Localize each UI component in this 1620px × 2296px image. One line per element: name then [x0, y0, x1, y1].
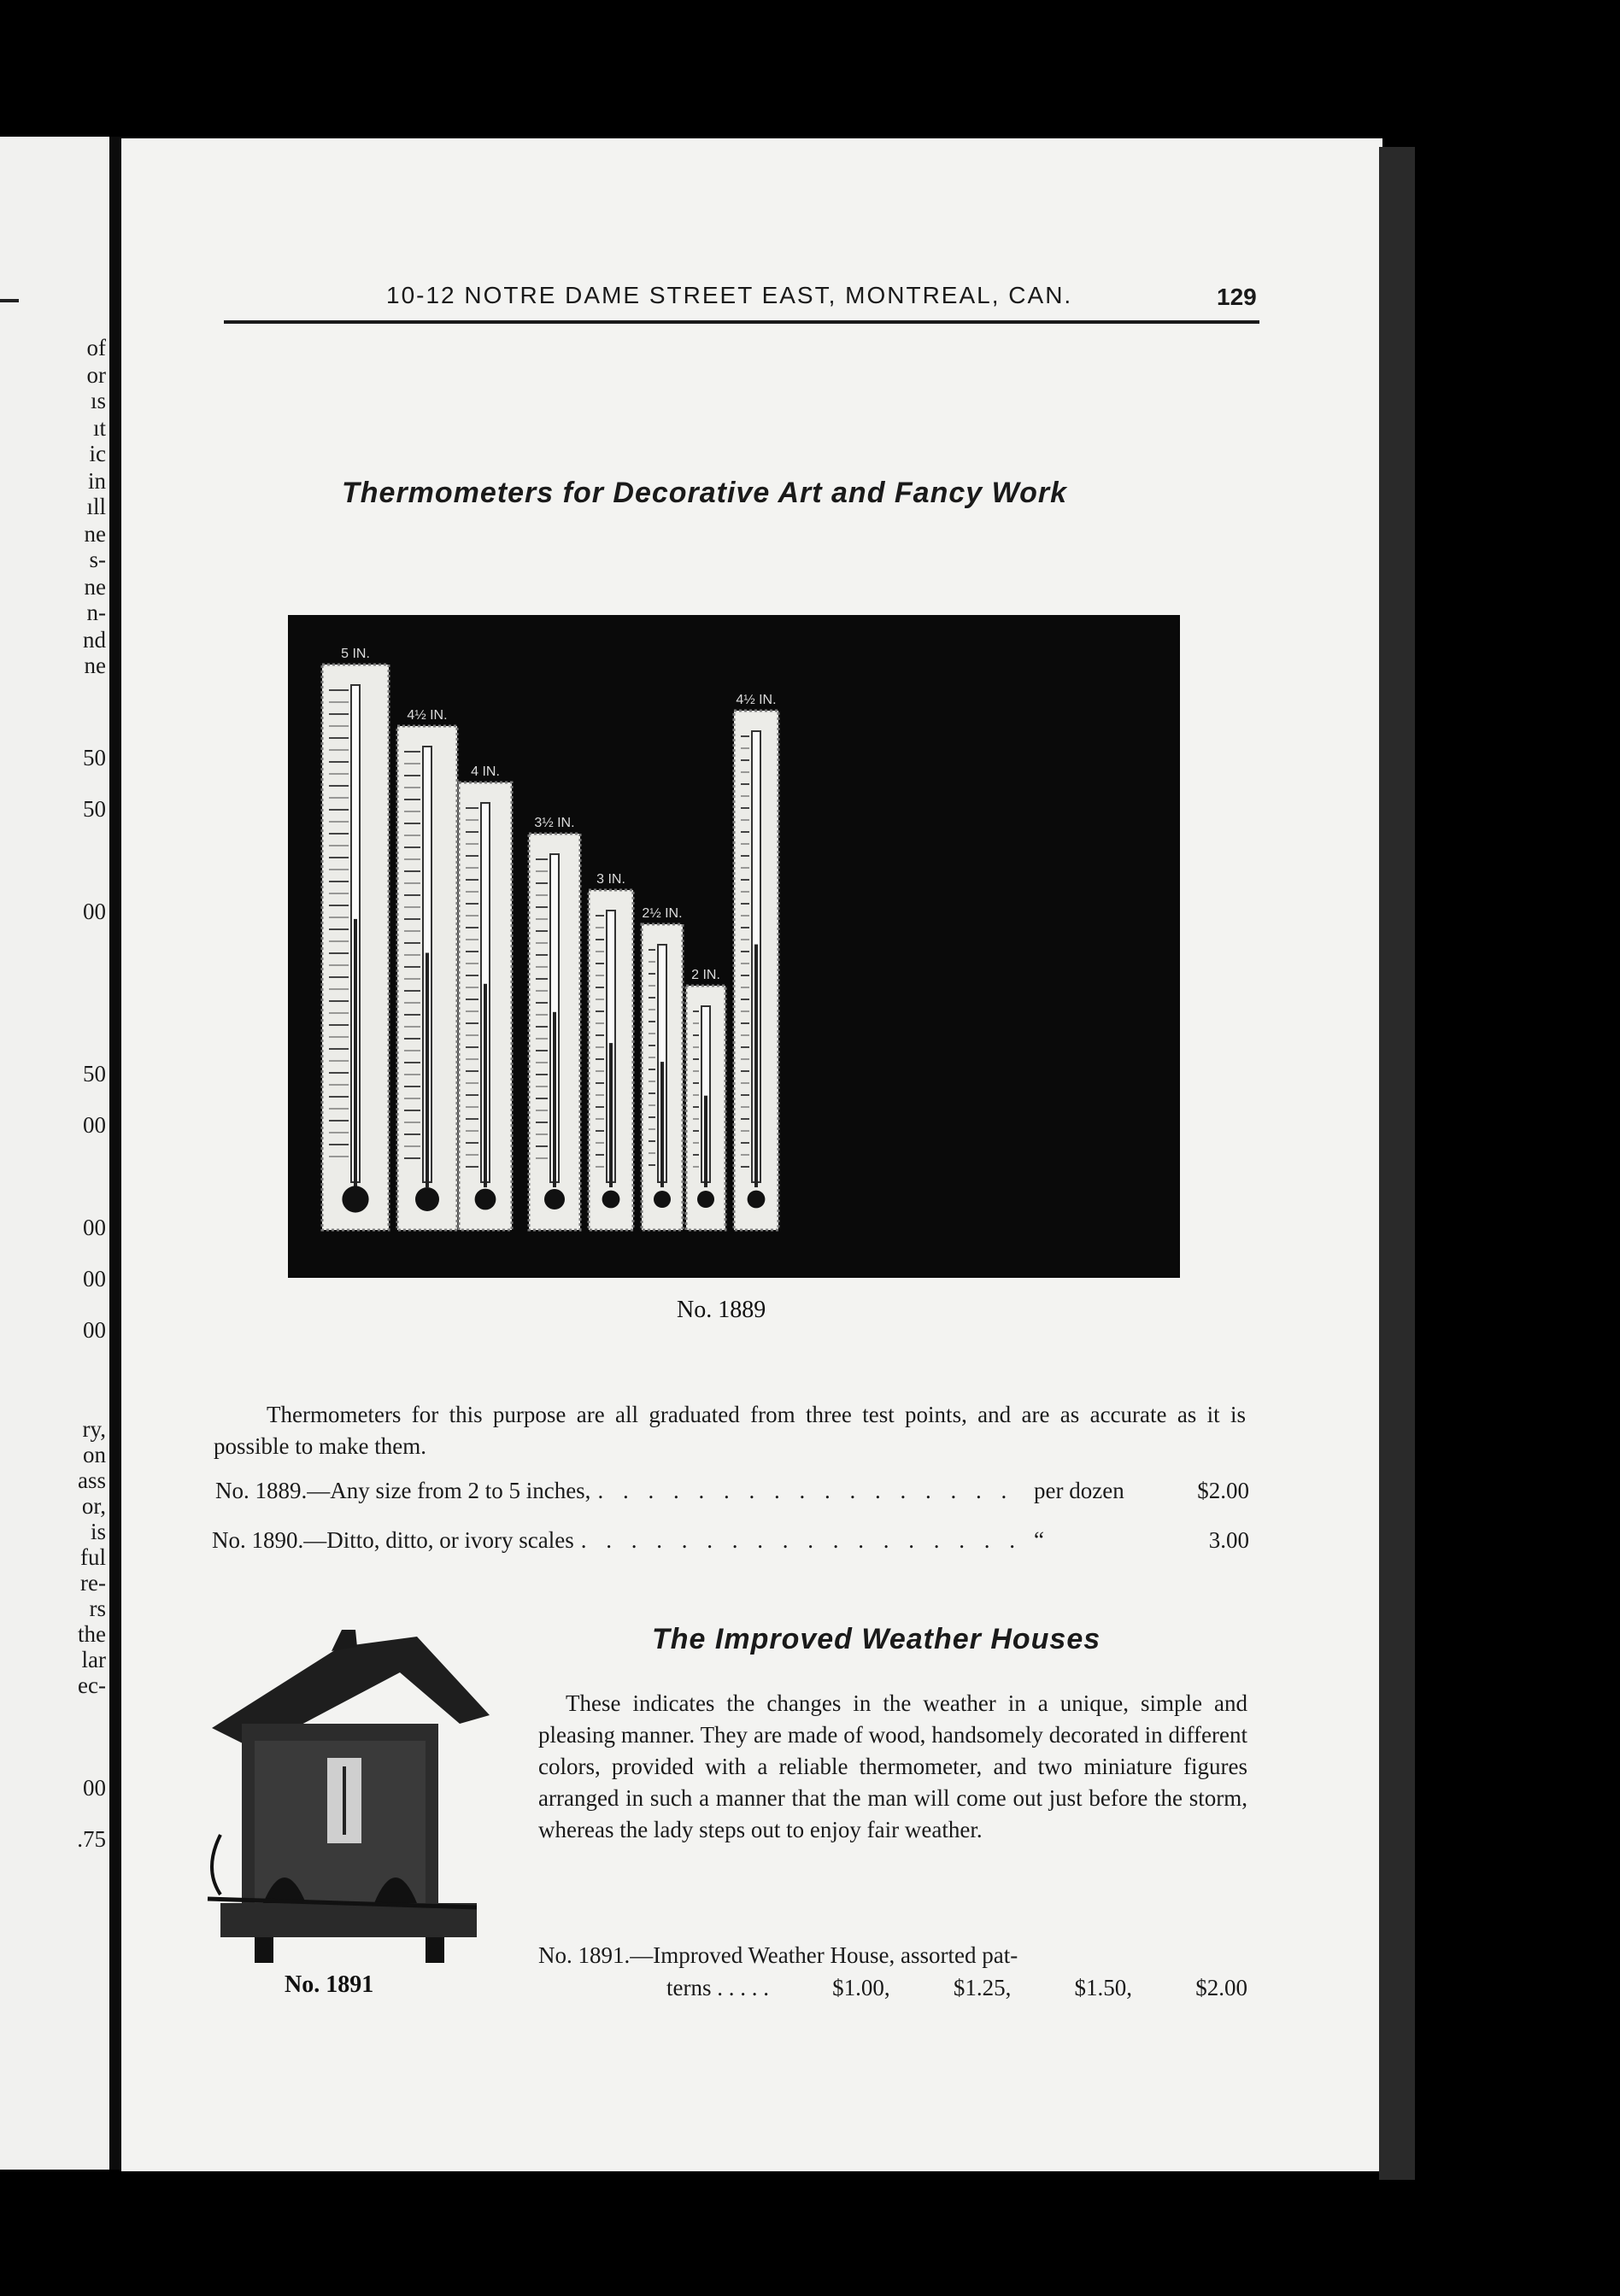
dot-leader	[581, 1527, 1018, 1554]
header-rule	[224, 320, 1259, 324]
thermometer-bulb	[475, 1189, 496, 1210]
thermometer-column	[426, 953, 429, 1188]
thermometer-bulb	[342, 1186, 368, 1212]
price-row-1890	[212, 1527, 1249, 1554]
left-page-fragment: the	[78, 1621, 106, 1647]
weather-paragraph: These indicates the changes in the weather in a unique, simple and pleasing manner. They are made of wood, handsomely decorated in different colors, provided with a reliable thermometer, and two miniature figures arranged in such a manner that the man will come out just before the storm, whereas the lady steps out to enjoy fair weather.	[538, 1690, 1247, 1842]
size-label: 4 IN.	[471, 764, 500, 779]
left-page-fragment: 00	[83, 1215, 106, 1240]
left-page-rule	[0, 299, 19, 302]
thermometers-photo	[288, 615, 1180, 1278]
left-page-fragment: n-	[86, 600, 106, 625]
left-page-fragment: 00	[83, 899, 106, 924]
item-line-1: No. 1891.—Improved Weather House, assorted pat-	[538, 1942, 1018, 1968]
item-description: No. 1889.—Any size from 2 to 5 inches,	[215, 1478, 591, 1503]
size-label: 2 IN.	[691, 968, 720, 982]
size-label: 4½ IN.	[736, 693, 777, 707]
item-line-2	[538, 1971, 1247, 2004]
left-page-fragment: is	[90, 1519, 106, 1544]
size-label: 5 IN.	[341, 647, 370, 661]
size-label: 3½ IN.	[534, 816, 575, 830]
left-page-fragment: .75	[77, 1826, 106, 1852]
thermometer-bulb	[415, 1187, 439, 1211]
left-page-fragment: re-	[80, 1570, 106, 1596]
size-label: 3 IN.	[596, 872, 625, 887]
thermometer-column	[660, 1062, 664, 1187]
left-page-fragment: of	[86, 335, 106, 360]
left-page-fragment: ıt	[92, 415, 106, 441]
left-page-fragment: 00	[83, 1775, 106, 1801]
weather-house-illustration	[203, 1621, 494, 1971]
left-page-fragment: ic	[89, 441, 106, 466]
price-option: $2.00	[1195, 1975, 1247, 2000]
left-page-fragment: or,	[81, 1493, 106, 1519]
left-page-fragment: ass	[78, 1467, 106, 1493]
section-title-weather-houses: The Improved Weather Houses	[652, 1623, 1101, 1655]
size-label: 4½ IN.	[407, 708, 448, 723]
item-price: $2.00	[1197, 1478, 1249, 1503]
left-page-fragment: 50	[83, 745, 106, 770]
item-price: 3.00	[1208, 1527, 1249, 1553]
item-unit: per dozen	[1034, 1478, 1124, 1503]
left-page-fragment: ne	[84, 653, 106, 678]
thermometer-bulb	[602, 1191, 620, 1209]
left-page-fragment: 50	[83, 1061, 106, 1086]
page-number: 129	[1217, 284, 1257, 310]
size-label: 2½ IN.	[642, 906, 683, 921]
left-page-fragment: or	[86, 362, 106, 388]
thermometer-column	[609, 1043, 613, 1187]
item-unit: “	[1034, 1527, 1044, 1553]
thermometer-bulb	[544, 1189, 565, 1210]
left-page-fragment: lar	[81, 1647, 106, 1672]
thermometer-bulb	[748, 1191, 766, 1209]
item-line-2-prefix: terns . . . . .	[666, 1975, 769, 2000]
price-option: $1.00,	[832, 1975, 890, 2000]
price-row-1891	[538, 1939, 1247, 2004]
thermometer-bulb	[654, 1191, 671, 1208]
page-edge-shadow	[1379, 147, 1415, 2180]
thermometer-column	[754, 945, 758, 1187]
left-page-fragment: 00	[83, 1317, 106, 1343]
price-option: $1.50,	[1074, 1975, 1133, 2000]
image-caption-1889: No. 1889	[677, 1297, 766, 1323]
thermometer-column	[484, 984, 487, 1187]
left-page-fragment: ec-	[78, 1672, 106, 1698]
left-page-fragment: rs	[89, 1596, 106, 1621]
left-page-fragment: ıll	[86, 494, 106, 519]
left-page-fragment: ful	[80, 1544, 106, 1570]
left-page-fragment: s-	[89, 547, 106, 572]
dot-leader	[597, 1478, 1027, 1504]
left-page-fragment: 50	[83, 796, 106, 822]
section-title-thermometers: Thermometers for Decorative Art and Fancy Work	[342, 477, 1068, 509]
left-page-fragment: 00	[83, 1112, 106, 1138]
running-head: 10-12 NOTRE DAME STREET EAST, MONTREAL, CAN.	[386, 282, 1073, 308]
thermometer-column	[553, 1012, 556, 1187]
thermometers-intro	[214, 1399, 1246, 1462]
weather-houses-description	[538, 1688, 1247, 1846]
price-option: $1.25,	[953, 1975, 1012, 2000]
left-page-fragment: ne	[84, 521, 106, 547]
price-row-1889	[215, 1478, 1249, 1504]
thermometer-column	[354, 919, 357, 1187]
left-page-fragment: in	[87, 468, 106, 494]
left-page-fragment: on	[83, 1442, 106, 1467]
thermometer-bulb	[697, 1191, 714, 1208]
intro-paragraph: Thermometers for this purpose are all graduated from three test points, and are as accurate as it is possible to make them.	[214, 1402, 1246, 1459]
left-page-fragment: nd	[83, 627, 106, 653]
thermometer-column	[704, 1096, 707, 1187]
left-page-fragment: ne	[84, 574, 106, 600]
left-page-fragment: ry,	[82, 1416, 106, 1442]
book-gutter	[109, 137, 121, 2170]
image-caption-1891: No. 1891	[285, 1971, 374, 1998]
left-page-fragment: ıs	[90, 388, 106, 413]
item-description: No. 1890.—Ditto, ditto, or ivory scales	[212, 1527, 574, 1553]
left-facing-page	[0, 137, 113, 2170]
left-page-fragment: 00	[83, 1266, 106, 1292]
